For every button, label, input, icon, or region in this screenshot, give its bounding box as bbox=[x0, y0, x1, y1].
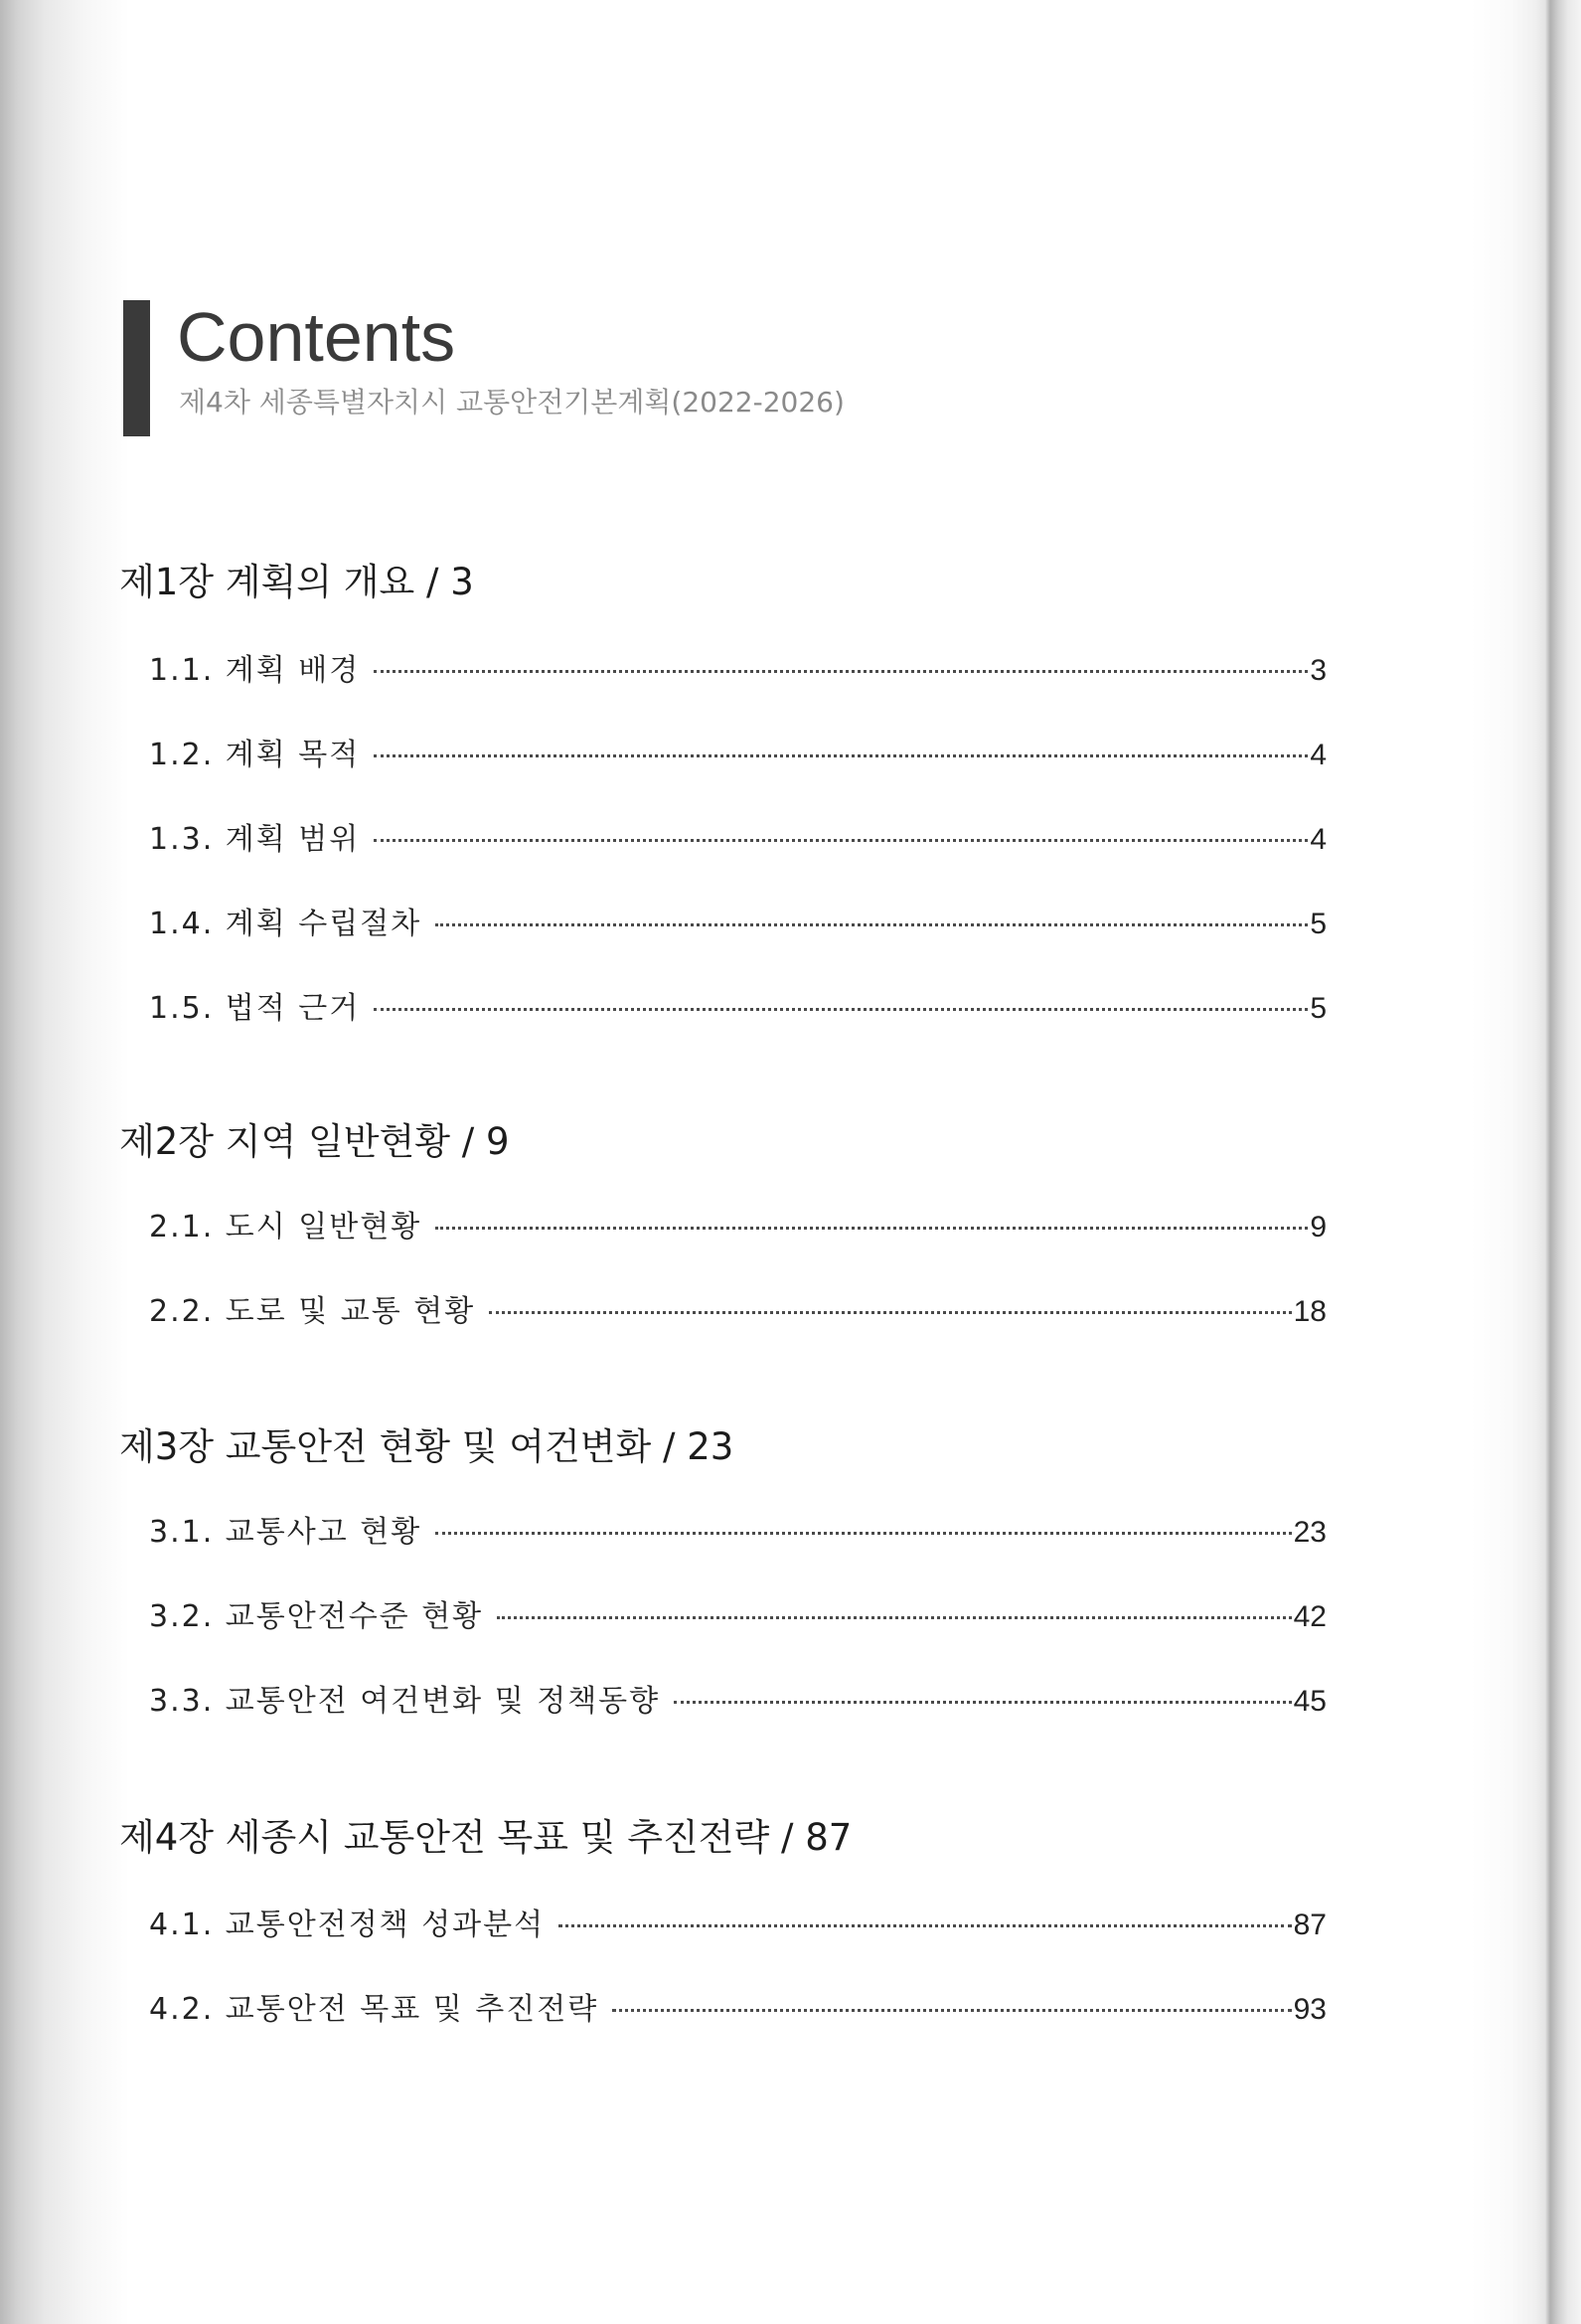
toc-entry-3-2[interactable] bbox=[149, 1599, 1327, 1634]
dot-leader bbox=[674, 1701, 1291, 1704]
toc-entry-label: 2.1. 도시 일반현황 bbox=[149, 1210, 422, 1245]
toc-entry-label: 3.1. 교통사고 현황 bbox=[149, 1515, 422, 1550]
toc-entry-label: 4.2. 교통안전 목표 및 추진전략 bbox=[149, 1992, 599, 2027]
toc-entry-page: 23 bbox=[1293, 1516, 1327, 1549]
toc-entry-page: 4 bbox=[1310, 823, 1327, 856]
toc-entry-page: 45 bbox=[1293, 1685, 1327, 1718]
dot-leader bbox=[558, 1924, 1292, 1927]
toc-entry-1-5[interactable] bbox=[149, 991, 1327, 1026]
dot-leader bbox=[374, 670, 1308, 673]
dot-leader bbox=[435, 923, 1308, 926]
title-accent-bar bbox=[123, 300, 150, 436]
toc-entry-label: 1.2. 계획 목적 bbox=[149, 738, 361, 772]
toc-entry-page: 4 bbox=[1310, 739, 1327, 771]
toc-entry-label: 1.4. 계획 수립절차 bbox=[149, 907, 422, 941]
toc-entry-label: 2.2. 도로 및 교통 현황 bbox=[149, 1294, 476, 1329]
toc-entry-2-1[interactable] bbox=[149, 1210, 1327, 1245]
toc-entry-page: 9 bbox=[1310, 1211, 1327, 1244]
toc-entry-label: 4.1. 교통안전정책 성과분석 bbox=[149, 1908, 546, 1942]
toc-entry-1-3[interactable] bbox=[149, 822, 1327, 857]
toc-entry-1-1[interactable] bbox=[149, 653, 1327, 688]
chapter-2-heading: 제2장 지역 일반현황 / 9 bbox=[119, 1120, 510, 1163]
toc-entry-label: 1.3. 계획 범위 bbox=[149, 822, 361, 857]
page-title: Contents bbox=[177, 298, 456, 376]
toc-entry-label: 3.3. 교통안전 여건변화 및 정책동향 bbox=[149, 1684, 661, 1719]
toc-entry-3-1[interactable] bbox=[149, 1515, 1327, 1550]
dot-leader bbox=[435, 1532, 1291, 1535]
toc-entry-label: 1.1. 계획 배경 bbox=[149, 653, 361, 688]
chapter-4-heading: 제4장 세종시 교통안전 목표 및 추진전략 / 87 bbox=[119, 1816, 853, 1859]
toc-entry-page: 18 bbox=[1293, 1295, 1327, 1328]
toc-entry-page: 5 bbox=[1310, 908, 1327, 940]
toc-entry-1-2[interactable] bbox=[149, 738, 1327, 772]
toc-entry-page: 3 bbox=[1310, 654, 1327, 687]
toc-entry-label: 1.5. 법적 근거 bbox=[149, 991, 361, 1026]
toc-entry-1-4[interactable] bbox=[149, 907, 1327, 941]
toc-entry-3-3[interactable] bbox=[149, 1684, 1327, 1719]
page-subtitle: 제4차 세종특별자치시 교통안전기본계획(2022-2026) bbox=[179, 386, 845, 418]
toc-entry-page: 87 bbox=[1293, 1909, 1327, 1941]
dot-leader bbox=[374, 1008, 1308, 1011]
dot-leader bbox=[612, 2009, 1291, 2012]
toc-entry-page: 93 bbox=[1293, 1993, 1327, 2026]
toc-entry-label: 3.2. 교통안전수준 현황 bbox=[149, 1599, 484, 1634]
toc-entry-page: 5 bbox=[1310, 992, 1327, 1025]
dot-leader bbox=[374, 754, 1308, 757]
toc-entry-page: 42 bbox=[1293, 1600, 1327, 1633]
chapter-3-heading: 제3장 교통안전 현황 및 여건변화 / 23 bbox=[119, 1425, 734, 1468]
toc-entry-4-1[interactable] bbox=[149, 1910, 1327, 1940]
dot-leader bbox=[374, 839, 1308, 842]
toc-entry-2-2[interactable] bbox=[149, 1294, 1327, 1329]
dot-leader bbox=[435, 1227, 1308, 1230]
toc-entry-4-2[interactable] bbox=[149, 1992, 1327, 2027]
dot-leader bbox=[497, 1616, 1291, 1619]
chapter-1-heading: 제1장 계획의 개요 / 3 bbox=[119, 561, 474, 603]
dot-leader bbox=[489, 1311, 1291, 1314]
